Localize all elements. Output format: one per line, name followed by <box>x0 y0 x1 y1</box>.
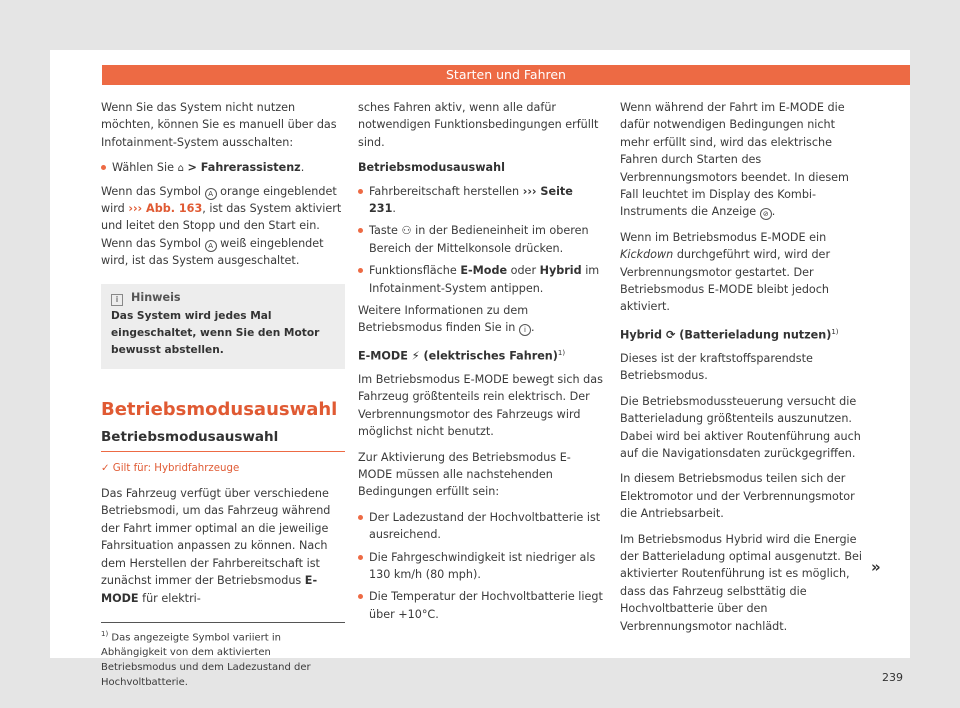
column-1 <box>101 99 345 615</box>
hybrid-mode-icon: ⟳ <box>665 328 676 342</box>
bullet-item: Die Temperatur der Hochvoltbatterie liegt über +10°C. <box>358 588 603 623</box>
bullet-item: Der Ladezustand der Hochvoltbatterie ist ausreichend. <box>358 509 603 544</box>
bullet-item: Fahrbereitschaft herstellen ››› Seite 231. <box>358 183 603 218</box>
subheading: Betriebsmodusauswahl <box>358 161 505 175</box>
paragraph: Die Betriebsmodussteuerung versucht die Batterieladung größtenteils auszunutzen. Dabei wird bei aktiver Routenführung auch auf die Navigationsdaten zurückgegriffen. <box>620 394 861 461</box>
paragraph: Wenn Sie das System nicht nutzen möchten, können Sie es manuell über das Infotainment-System ausschalten: <box>101 101 337 149</box>
subsection-title: Betriebsmodusauswahl <box>101 427 345 452</box>
checkmark-icon: ✓ <box>101 462 110 474</box>
paragraph: Weitere Informationen zu dem Betriebsmodus finden Sie in i . <box>358 304 535 335</box>
continue-arrow: » <box>871 558 881 576</box>
paragraph: Wenn das Symbol A orange eingeblendet wird ››› Abb. 163, ist das System aktiviert und leitet den Stopp und den Start ein. Wenn das Symbol A weiß eingeblendet wird, ist das System ausgeschaltet. <box>101 184 342 268</box>
car-menu-icon: ⌂ <box>177 163 184 175</box>
electric-mode-icon: ⚡ <box>411 349 420 363</box>
paragraph: Wenn im Betriebsmodus E-MODE ein Kickdown durchgeführt wird, wird der Verbrennungsmotor gestartet. Der Betriebsmodus E-MODE bleibt jedoch aktiviert. <box>620 230 831 314</box>
bullet-item: Funktionsfläche E-Mode oder Hybrid im Infotainment-System antippen. <box>358 262 603 297</box>
page-number: 239 <box>882 671 903 684</box>
info-book-icon: i <box>519 324 531 336</box>
note-text: Das System wird jedes Mal eingeschaltet, wenn Sie den Motor bewusst abstellen. <box>111 309 320 356</box>
paragraph: Dieses ist der kraftstoffsparendste Betriebsmodus. <box>620 352 813 383</box>
section-title: Betriebsmodusauswahl <box>101 398 338 420</box>
subheading: E-MODE ⚡ (elektrisches Fahren)$^{1)}$ <box>358 348 566 363</box>
start-stop-icon: A <box>205 240 217 252</box>
bullet-item: Taste ⚇ in der Bedieneinheit im oberen Bereich der Mittelkonsole drücken. <box>358 222 603 257</box>
start-stop-icon: A <box>205 188 217 200</box>
figure-reference-link[interactable]: ››› Abb. 163 <box>128 202 203 216</box>
paragraph: Wenn während der Fahrt im E-MODE die dafür notwendigen Bedingungen nicht mehr erfüllt sind, wird das elektrische Fahren durch Starten des Verbrennungsmotors beendet. In diesem Fall leuchtet im Display des Kombi-Instruments die Anzeige ⊘ . <box>620 101 849 219</box>
page-reference-link[interactable]: ››› Seite 231 <box>369 184 573 216</box>
manual-page <box>50 50 910 689</box>
paragraph: Im Betriebsmodus Hybrid wird die Energie der Batterieladung optimal ausgenutzt. Bei aktivierter Routenführung ist es möglich, dass das Fahrzeug selbsttätig die Hochvoltbatterie über den Verbrennungsmotor nachlädt. <box>620 532 863 633</box>
paragraph: Zur Aktivierung des Betriebsmodus E-MODE müssen alle nachstehenden Bedingungen erfüllt sein: <box>358 450 571 499</box>
bullet-item: Wählen Sie ⌂ > Fahrerassistenz. <box>101 159 345 177</box>
bullet-item: Die Fahrgeschwindigkeit ist niedriger als 130 km/h (80 mph). <box>358 549 603 584</box>
mode-button-icon: ⚇ <box>401 224 412 238</box>
note-title: i Hinweis <box>111 288 335 308</box>
subheading: Hybrid ⟳ (Batterieladung nutzen)$^{1)}$ <box>620 327 839 342</box>
section-header: Starten und Fahren <box>102 65 910 85</box>
paragraph: In diesem Betriebsmodus teilen sich der Elektromotor und der Verbrennungsmotor die Antriebsarbeit. <box>620 472 855 521</box>
electric-drive-off-icon: ⊘ <box>760 208 772 220</box>
paragraph: Im Betriebsmodus E-MODE bewegt sich das Fahrzeug größtenteils rein elektrisch. Der Verbrennungsmotor des Fahrzeugs wird möglichst nicht benutzt. <box>358 373 603 439</box>
info-icon: i <box>111 294 123 306</box>
paragraph: Das Fahrzeug verfügt über verschiedene Betriebsmodi, um das Fahrzeug während der Fahrt immer optimal an die jeweilige Fahrsituation anpassen zu können. Nach dem Herstellen der Fahrbereitschaft ist zunächst immer der Betriebsmodus E-MODE für elektri- <box>101 487 331 605</box>
footnote: $^{1)}$ Das angezeigte Symbol variiert in Abhängigkeit von dem aktivierten Betriebsmodus und dem Ladezustand der Hochvoltbatterie. <box>101 622 345 690</box>
note-box <box>101 284 345 369</box>
column-2 <box>358 99 603 628</box>
column-3 <box>620 99 863 643</box>
applicability-note: ✓ Gilt für: Hybridfahrzeuge <box>101 462 240 474</box>
paragraph: sches Fahren aktiv, wenn alle dafür notwendigen Funktionsbedingungen erfüllt sind. <box>358 101 599 149</box>
